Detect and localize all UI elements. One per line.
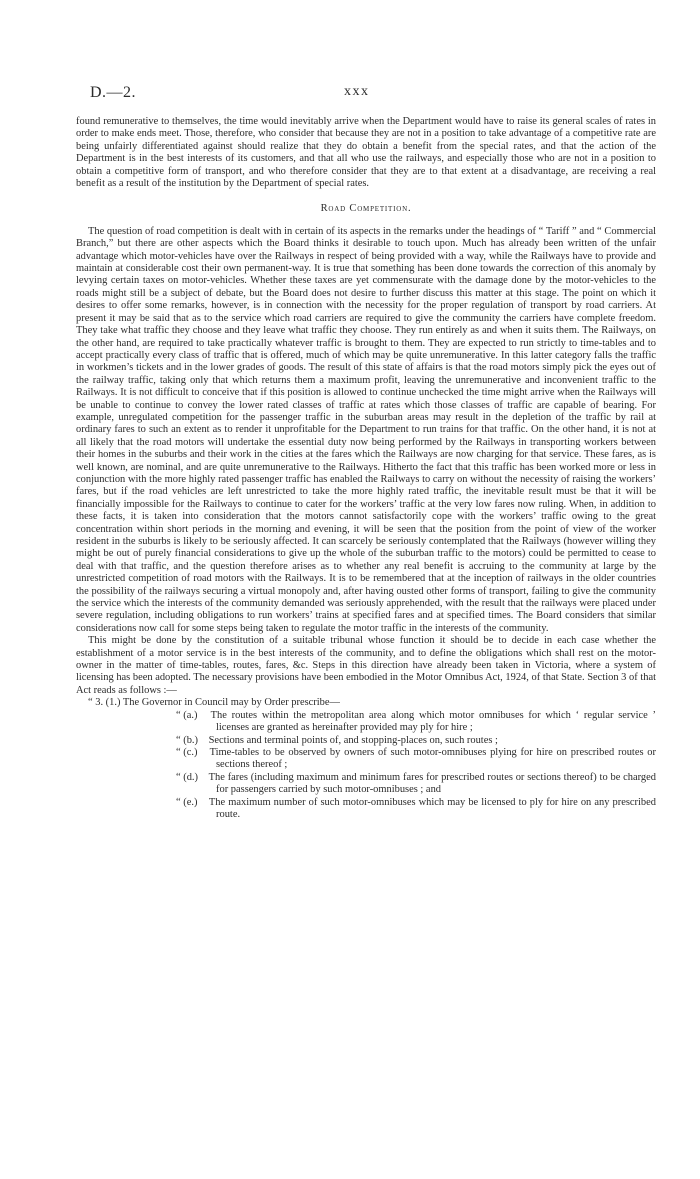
paragraph-road-competition: The question of road competition is dealt with in certain of its aspects in the remarks under the headings of “ Tariff ” and “ Commercial Branch,” but there are other aspects which the Board thinks it desirable to touch upon. Much has already been written of the unfair advantage which motor-vehicles have over the Railways in respect of being provided with a way, while the Railways have to provide and maintain at considerable cost their own permanent-way. It is true that something has been done towards the correction of this anomaly by levying certain taxes on motor-vehicles. Whether these taxes are yet commensurate with the damage done by the motor-vehicles to the roads might still be a subject of debate, but the Board does not desire to further discuss this matter at this stage. The point on which it desires to offer some remarks, however, is in connection with the necessity for the proper regulation of transport by road carriers. At present it may be said that as to the service which road carriers are required to give the community the carriers have complete freedom. They take what traffic they choose and they leave what traffic they choose. They run entirely as and when it suits them. The Railways, on the other hand, are required to take practically whatever traffic is brought to them. They are expected to run strictly to time-tables and to accept practically every class of traffic that is offered, much of which may be quite unremunerative. In this latter category falls the traffic in workmen’s tickets and in the lower grades of goods. The result of this state of affairs is that the road motors simply pick the eyes out of the railway traffic, taking only that which returns them a maximum profit, leaving the unremunerative and inconvenient traffic to the Railways. It is not difficult to conceive that if this position is allowed to continue unchecked the time might arrive when the Railways will be unable to continue to convey the lower rated classes of traffic at rates which those classes of traffic are capable of bearing. For example, unregulated competition for the passenger traffic in the suburban areas may result in the depletion of the traffic by rail at ordinary fares to such an extent as to render it unprofitable for the Department to run trains for that traffic. On the other hand, it is not at all likely that the road motors will undertake the essential duty now being performed by the Railways in transporting workers between their homes in the suburbs and their work in the cities at the fares which the Railways are now charging for that service. These fares, as is well known, are nominal, and are quite unremunerative to the Railways. Hitherto the fact that this traffic has been worked more or less in conjunction with the more highly rated passenger traffic has enabled the Railways to carry on without the necessity of raising the workers’ fares, but if the road vehicles are left unrestricted to take the more highly rated traffic, the inevitable result must be that it will be financially impossible for the Railways to continue to cater for the workers’ traffic at the very low fares now ruling. When, in addition to these facts, it is taken into consideration that the motors cannot satisfactorily cope with the workers’ traffic owing to the great concentration within short periods in the morning and evening, it will be seen that the position from the point of view of the worker resident in the suburbs is likely to be seriously affected. It can scarcely be seriously contemplated that the Railways (however willing they might be out of purely financial considerations to give up the whole of the suburban traffic to the motors) could be permitted to cease to deal with that traffic, and the question therefore arises as to whether any real benefit is accruing to the community at large by the unrestricted competition of road motors with the Railways. It is to be remembered that at the inception of railways in the older countries the possibility of the railways securing a virtual monopoly and, after having ousted other forms of transport, failing to give the community the service which the interests of the community demanded was seriously apprehended, with the result that the railways were placed under severe regulation, including obligations to run workers’ trains at specified fares and at specified times. The Board considers that similar considerations now call for some steps being taken to regulate the motor traffic in the interests of the community. (76, 225, 656, 634)
page-number: xxx (344, 84, 370, 99)
section-heading: Road Competition. (320, 203, 412, 215)
paragraph-special-rates: found remunerative to themselves, the time would inevitably arrive when the Department would have to raise its general scales of rates in order to make ends meet. Those, therefore, who consider that because they are not in a position to take advantage of a competitive rate are being unfairly differentiated against should realize that they do obtain a benefit from the special rates, and that the action of the Department is in the best interests of its customers, and that all who use the railways, and especially those who are not in a position to obtain a competitive form of transport, and who therefore consider that they are to that extent at a disadvantage, are receiving a real benefit as a result of the institution by the Department of special rates. (76, 116, 656, 190)
act-section-intro: “ 3. (1.) The Governor in Council may by Order prescribe— (88, 697, 340, 709)
item-label: “ (d.) (176, 771, 199, 783)
list-item (76, 747, 656, 772)
item-label: “ (e.) (176, 796, 198, 808)
list-item (76, 710, 656, 735)
list-item (76, 797, 656, 822)
item-text: The fares (including maximum and minimum fares for prescribed routes or sections thereof) to be charged for passengers carried by such motor-omnibuses ; and (208, 771, 657, 796)
document-reference: D.—2. (90, 84, 137, 101)
item-text: The maximum number of such motor-omnibuses which may be licensed to ply for hire on any prescribed route. (208, 796, 657, 820)
list-item (76, 772, 656, 797)
act-provision-list (76, 710, 656, 822)
item-text: Sections and terminal points of, and stopping-places on, such routes ; (208, 734, 498, 746)
list-item (76, 735, 656, 747)
item-label: “ (c.) (176, 746, 198, 758)
item-label: “ (a.) (176, 709, 198, 721)
item-text: The routes within the metropolitan area along which motor omnibuses for which ‘ regular service ’ licenses are granted as hereinafter provided may ply for hire ; (210, 709, 657, 734)
paragraph-tribunal: This might be done by the constitution of a suitable tribunal whose function it should be to decide in each case whether the establishment of a motor service is in the best interests of the community, and to define the obligations which shall rest on the motor-owner in the matter of time-tables, routes, fares, &c. Steps in this direction have already been taken in Victoria, where a system of licensing has been adopted. The necessary provisions have been embodied in the Motor Omnibus Act, 1924, of that State. Section 3 of that Act reads as follows :— (76, 635, 656, 696)
item-text: Time-tables to be observed by owners of such motor-omnibuses plying for hire on prescribed routes or sections thereof ; (209, 746, 656, 771)
item-label: “ (b.) (176, 734, 199, 746)
page-header (76, 84, 656, 110)
